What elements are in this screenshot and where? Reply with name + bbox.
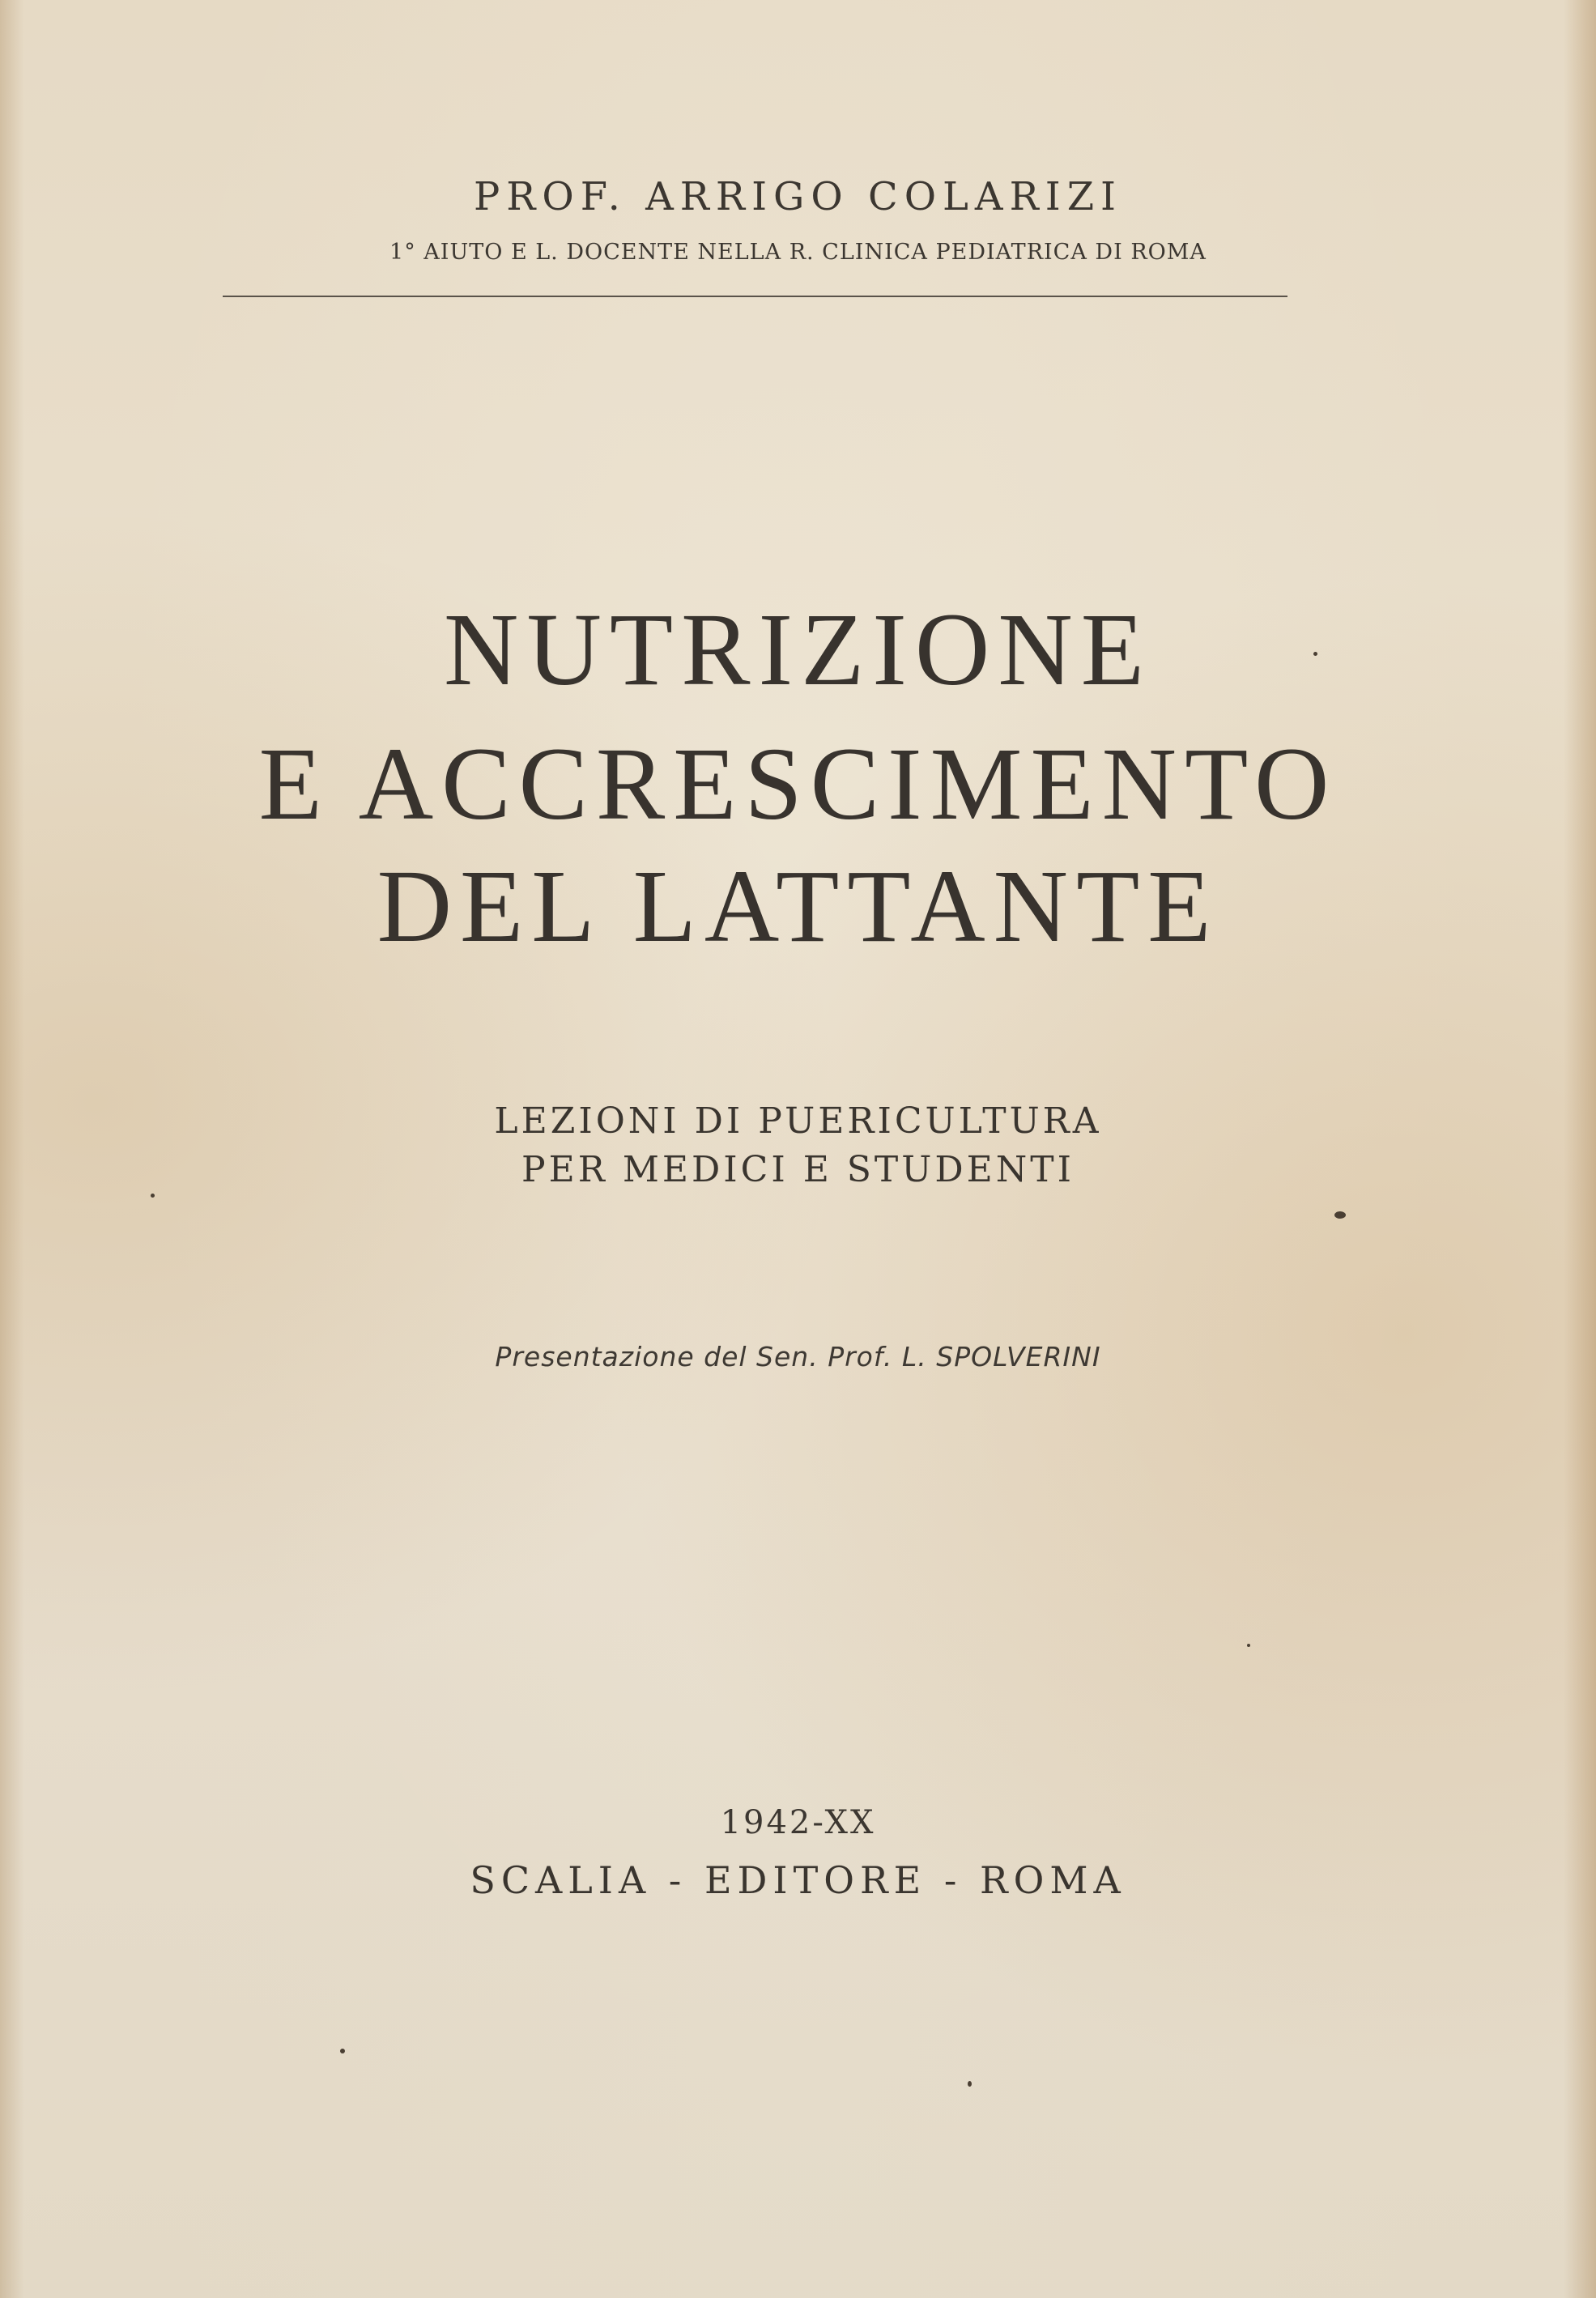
title-line-3: DEL LATTANTE	[377, 849, 1219, 964]
paper-speck	[968, 2081, 972, 2087]
author-name: PROF. ARRIGO COLARIZI	[473, 174, 1123, 219]
subtitle-line-1: LEZIONI DI PUERICULTURA	[494, 1100, 1102, 1142]
publication-year: 1942-XX	[720, 1804, 876, 1841]
title-line-1: NUTRIZIONE	[444, 592, 1152, 707]
title-line-2: E ACCRESCIMENTO	[258, 726, 1338, 841]
paper-speck	[340, 2049, 345, 2053]
paper-speck	[1334, 1211, 1346, 1219]
author-affiliation: 1° AIUTO E L. DOCENTE NELLA R. CLINICA PEDIATRICA DI ROMA	[389, 240, 1207, 265]
subtitle-line-2: PER MEDICI E STUDENTI	[521, 1149, 1075, 1190]
paper-speck	[151, 1194, 155, 1198]
paper-speck	[1313, 652, 1317, 656]
paper-edge-left	[0, 0, 24, 2298]
publisher-imprint: SCALIA - EDITORE - ROMA	[470, 1858, 1126, 1902]
paper-speck	[1247, 1644, 1250, 1647]
header-divider	[223, 296, 1287, 297]
presentation-credit: Presentazione del Sen. Prof. L. SPOLVERINI	[495, 1341, 1101, 1372]
paper-edge-right	[1564, 0, 1596, 2298]
